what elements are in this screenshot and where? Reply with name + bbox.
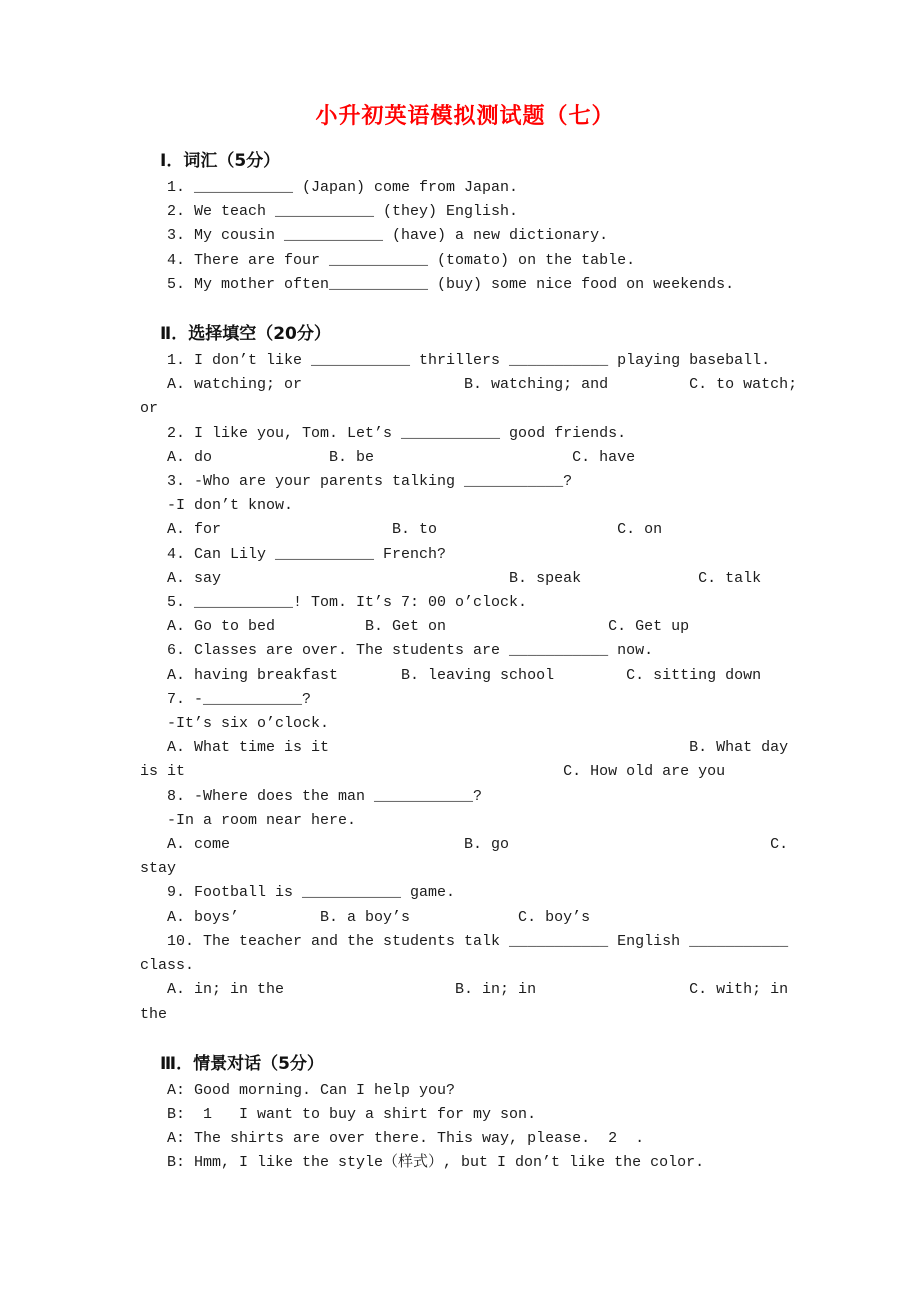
text-line: B: Hmm, I like the style（样式）, but I don’t like the color. [140,1154,705,1172]
section-heading: Ⅲ．情景对话（5分） [160,1053,324,1074]
text-line: 4. There are four ___________ (tomato) on the table. [140,251,636,269]
text-line: 3. My cousin ___________ (have) a new dictionary. [140,227,609,245]
text-line: 7. -___________? [140,690,312,708]
text-line: 10. The teacher and the students talk ___________ English ___________ [140,932,789,950]
text-line: 4. Can Lily ___________ French? [140,545,447,563]
text-line: 2. We teach ___________ (they) English. [140,203,519,221]
section-heading: Ⅰ．词汇（5分） [160,151,281,171]
text-line: 6. Classes are over. The students are ___________ now. [140,642,654,660]
text-line: class. [140,957,195,975]
text-line: A. watching; or B. watching; and C. to watch; [140,376,798,394]
text-line: 3. -Who are your parents talking ___________? [140,473,573,491]
text-line: 5. ___________! Tom. It’s 7: 00 o’clock. [140,594,528,612]
text-line: A. say B. speak C. talk [140,569,762,587]
text-line: 8. -Where does the man ___________? [140,787,483,805]
text-line: -In a room near here. [140,811,357,829]
text-line: B: 1 I want to buy a shirt for my son. [140,1105,537,1123]
text-line: or [140,400,159,418]
text-line: A: The shirts are over there. This way, please. 2 . [140,1130,645,1148]
text-line: 9. Football is ___________ game. [140,884,456,902]
text-line: A. in; in the B. in; in C. with; in [140,981,789,999]
text-line: A: Good morning. Can I help you? [140,1081,456,1099]
text-line: 1. I don’t like ___________ thrillers ___________ playing baseball. [140,352,771,370]
text-line: 1. ___________ (Japan) come from Japan. [140,179,519,196]
text-line: -I don’t know. [140,497,294,515]
text-line: A. for B. to C. on [140,521,663,539]
text-line: the [140,1005,168,1023]
text-line: A. What time is it B. What day [140,739,789,757]
text-line: A. boys’ B. a boy’s C. boy’s [140,908,591,926]
page-title: 小升初英语模拟测试题（七） [315,104,615,129]
section-heading: Ⅱ．选择填空（20分） [160,324,331,345]
text-line: A. come B. go C. [140,836,789,854]
text-line: is it C. How old are you [140,763,726,781]
text-line: A. do B. be C. have [140,448,636,466]
text-line: A. Go to bed B. Get on C. Get up [140,618,690,636]
text-line: A. having breakfast B. leaving school C. sitting down [140,666,762,684]
document-body [140,148,798,1176]
text-line: 5. My mother often___________ (buy) some nice food on weekends. [140,275,735,293]
text-line: 2. I like you, Tom. Let’s ___________ good friends. [140,424,627,442]
text-line: stay [140,860,177,878]
text-line: -It’s six o’clock. [140,715,330,733]
